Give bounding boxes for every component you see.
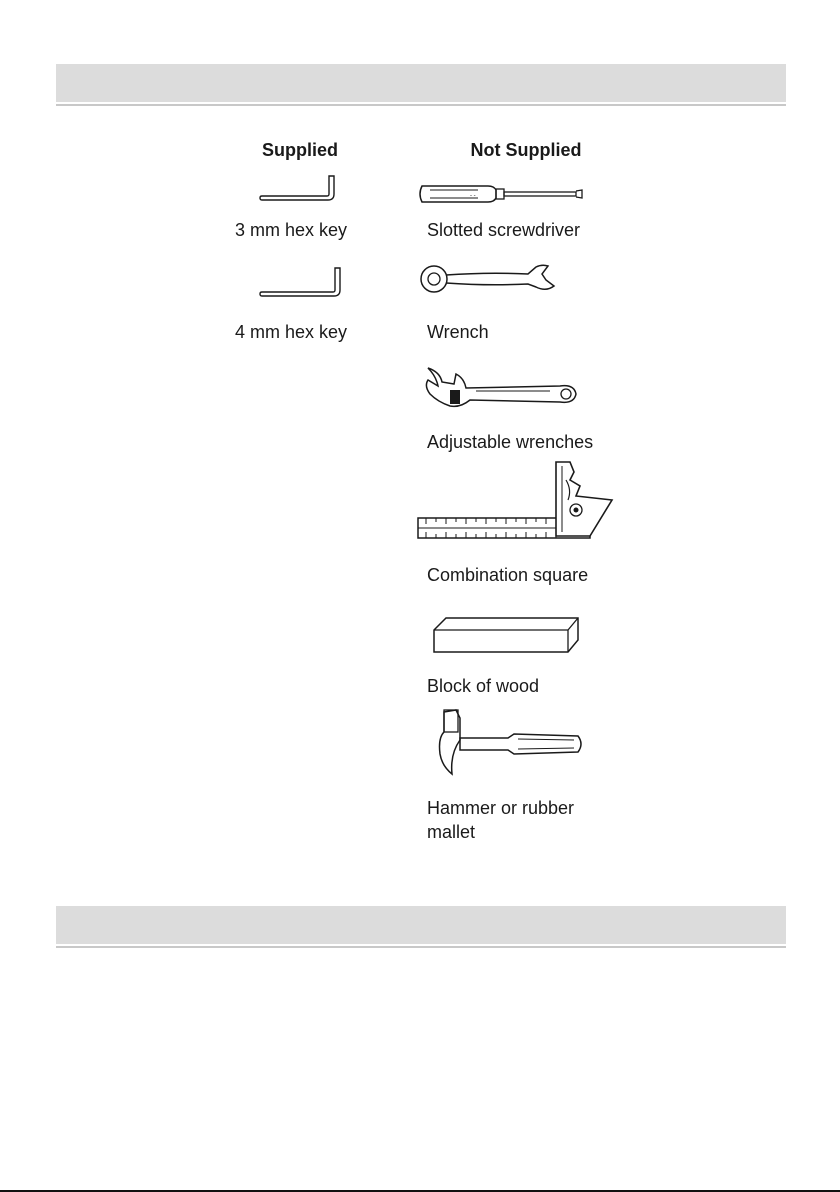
wrench-label: Wrench [427, 322, 489, 342]
combination-square-label: Combination square [427, 565, 589, 585]
hammer-icon [438, 708, 584, 778]
combination-square-icon [416, 460, 616, 544]
section-divider-top [56, 104, 786, 106]
svg-text:- -: - - [470, 193, 476, 199]
not-supplied-heading: Not Supplied [470, 140, 582, 160]
wood-block-icon [432, 616, 582, 656]
hex-key-3mm-label: 3 mm hex key [235, 220, 348, 240]
hammer-label-line1: Hammer or rubber [427, 798, 575, 818]
hex-key-4mm-label: 4 mm hex key [235, 322, 348, 342]
section-divider-bottom [56, 946, 786, 948]
section-header-bar-bottom [56, 906, 786, 944]
adjustable-wrench-icon [420, 364, 582, 414]
screwdriver-label: Slotted screwdriver [427, 220, 581, 240]
hammer-label-line2: mallet [427, 822, 476, 842]
supplied-heading: Supplied [262, 140, 338, 160]
adjustable-wrench-label: Adjustable wrenches [427, 432, 594, 452]
wood-block-label: Block of wood [427, 676, 540, 696]
wrench-icon [418, 262, 560, 296]
section-header-bar-top [56, 64, 786, 102]
hex-key-3mm-icon [258, 174, 338, 206]
screwdriver-icon [418, 180, 584, 208]
hex-key-4mm-icon [258, 266, 344, 300]
